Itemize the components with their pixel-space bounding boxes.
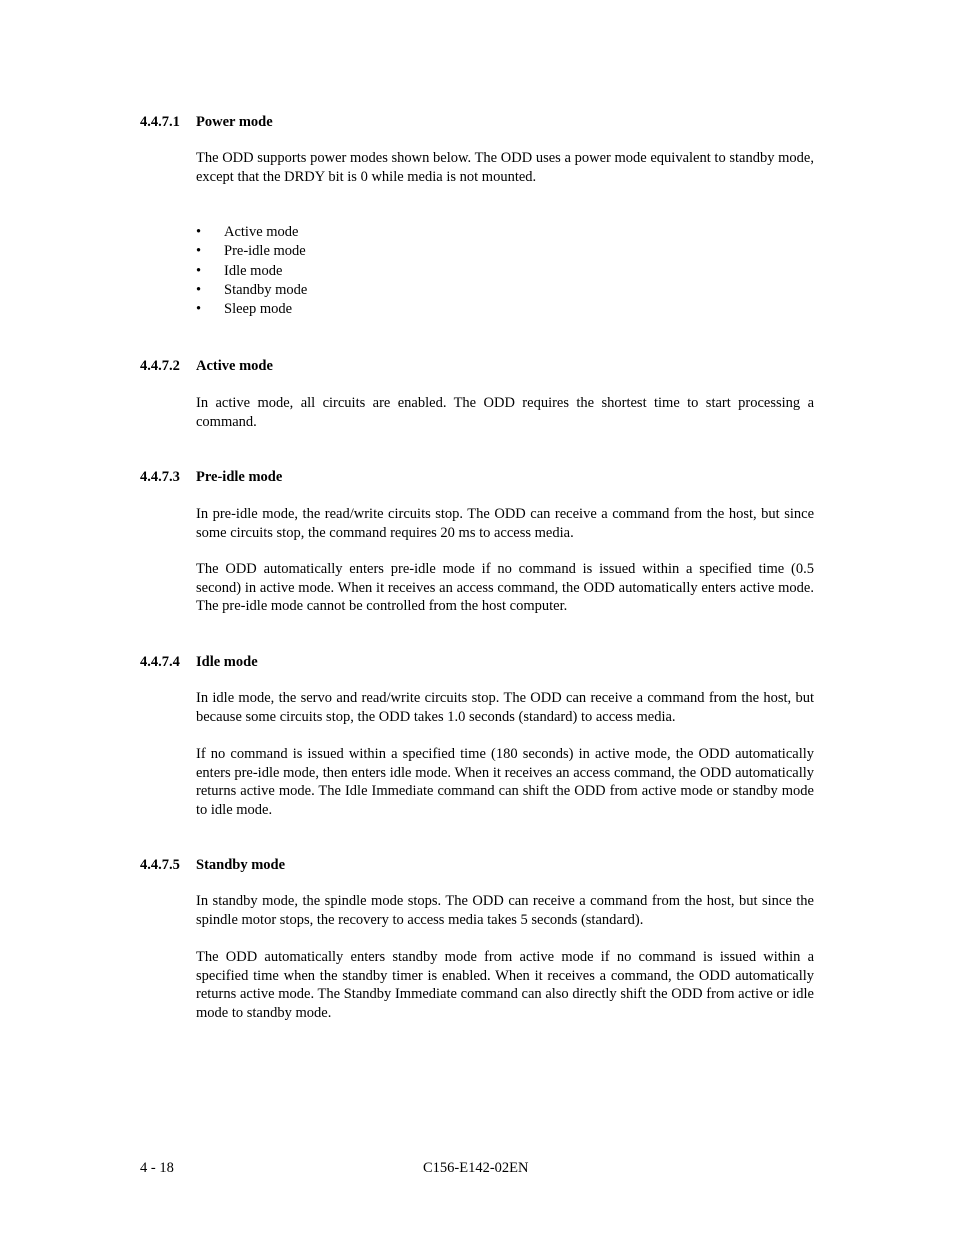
section-title: Idle mode — [196, 654, 258, 670]
bullet-icon: • — [196, 243, 202, 260]
list-item: • Active mode — [196, 223, 307, 242]
section-heading-idle-mode — [140, 653, 258, 671]
paragraph: The ODD supports power modes shown below. The ODD uses a power mode equivalent to standby mode, except that the DRDY bit is 0 while media is not mounted. — [196, 150, 814, 185]
power-mode-list — [196, 223, 307, 319]
document-id: C156-E142-02EN — [423, 1160, 529, 1176]
paragraph: In idle mode, the servo and read/write circuits stop. The ODD can receive a command from the host, but because some circuits stop, the ODD takes 1.0 seconds (standard) to access media. — [196, 690, 814, 725]
list-item: • Pre-idle mode — [196, 242, 307, 261]
section-number: 4.4.7.5 — [140, 857, 180, 873]
section-title: Standby mode — [196, 857, 286, 873]
section-heading-active-mode — [140, 357, 273, 375]
page-number: 4 - 18 — [140, 1160, 174, 1176]
section-number: 4.4.7.3 — [140, 469, 180, 485]
paragraph: If no command is issued within a specified time (180 seconds) in active mode, the ODD automatically enters pre-idle mode, then enters idle mode. When it receives an access command, the ODD automatically returns active mode. The Idle Immediate command can shift the ODD from active mode or standby mode to idle mode. — [196, 746, 814, 818]
list-item: • Idle mode — [196, 262, 307, 281]
section-title: Active mode — [196, 358, 273, 374]
section-title: Power mode — [196, 114, 273, 130]
bullet-icon: • — [196, 224, 202, 240]
bullet-icon: • — [196, 281, 202, 298]
paragraph: The ODD automatically enters standby mode from active mode if no command is issued within a specified time when the standby timer is enabled. When it receives a command, the ODD automatically returns active mode. The Standby Immediate command can also directly shift the ODD from active or idle mode to standby mode. — [196, 949, 814, 1021]
bullet-icon: • — [196, 301, 202, 318]
section-title: Pre-idle mode — [196, 469, 283, 485]
section-heading-power-mode — [140, 113, 273, 131]
list-item: • Sleep mode — [196, 300, 307, 319]
paragraph: In active mode, all circuits are enabled. The ODD requires the shortest time to start processing a command. — [196, 395, 814, 430]
paragraph: The ODD automatically enters pre-idle mode if no command is issued within a specified time (0.5 second) in active mode. When it receives an access command, the ODD automatically enters active mode. The pre-idle mode cannot be controlled from the host computer. — [196, 561, 814, 614]
section-number: 4.4.7.2 — [140, 358, 180, 374]
section-number: 4.4.7.1 — [140, 114, 180, 130]
list-item: • Standby mode — [196, 281, 307, 300]
paragraph: In standby mode, the spindle mode stops. The ODD can receive a command from the host, but since the spindle motor stops, the recovery to access media takes 5 seconds (standard). — [196, 893, 814, 928]
bullet-icon: • — [196, 262, 202, 279]
paragraph: In pre-idle mode, the read/write circuits stop. The ODD can receive a command from the host, but since some circuits stop, the command requires 20 ms to access media. — [196, 506, 814, 541]
section-heading-pre-idle-mode — [140, 468, 282, 486]
section-number: 4.4.7.4 — [140, 654, 180, 670]
section-heading-standby-mode — [140, 856, 285, 874]
